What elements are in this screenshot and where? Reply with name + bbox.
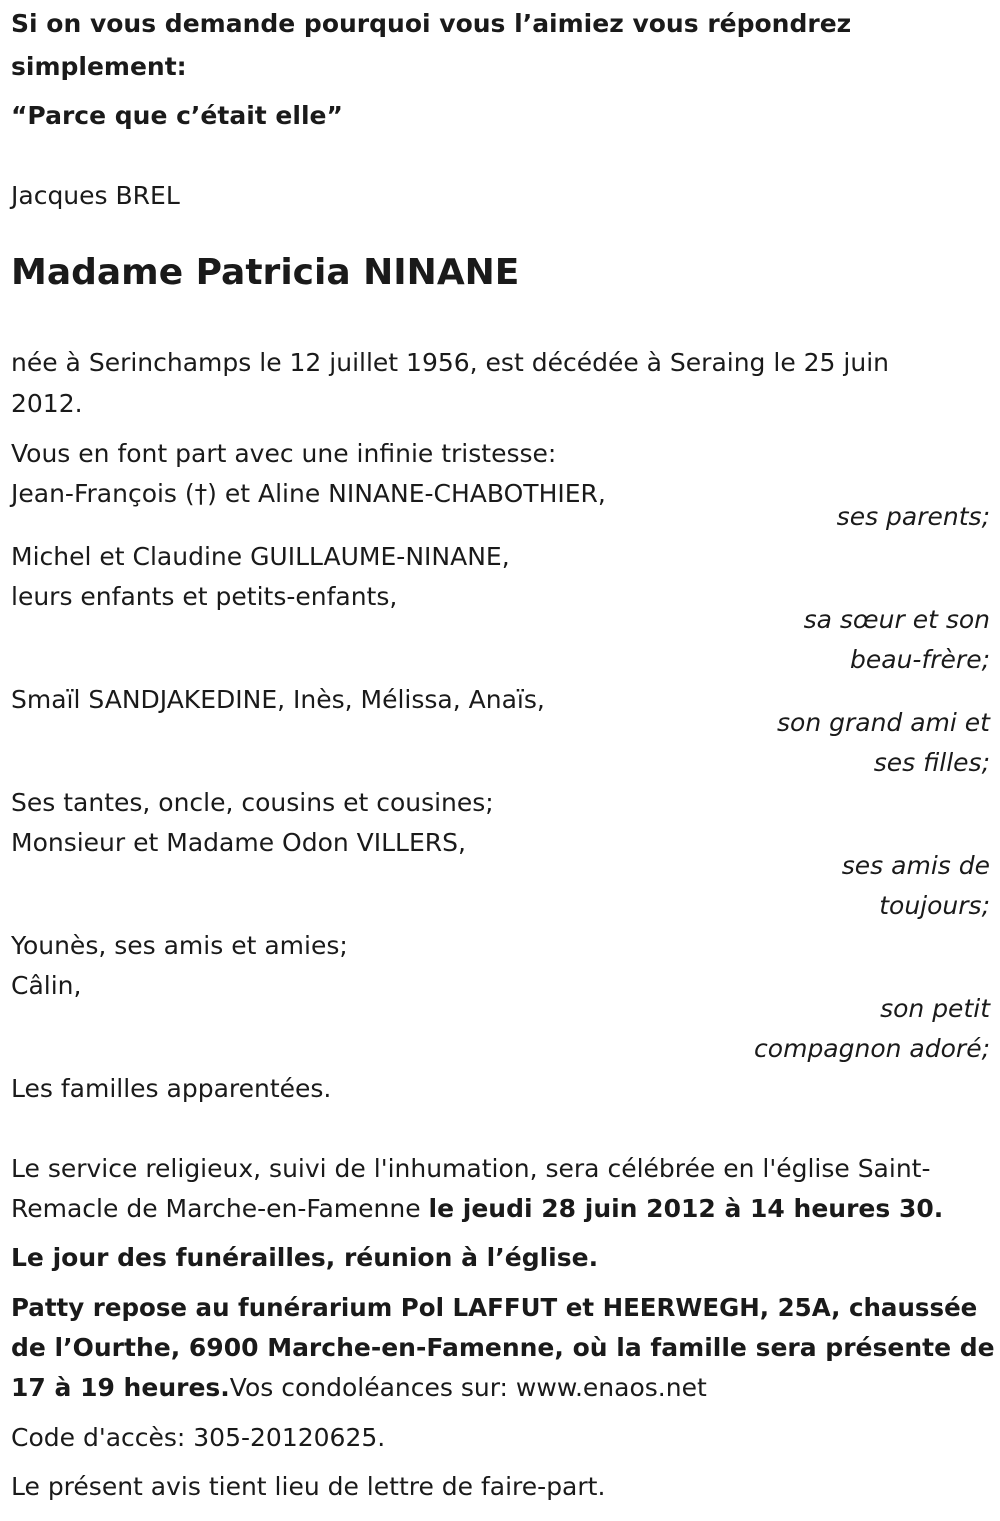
birth-line-1: née à Serinchamps le 12 juillet 1956, est décédée à Seraing le 25 juin [11, 348, 889, 377]
birth-line-2: 2012. [11, 389, 83, 418]
sister-role-1: sa sœur et son [803, 605, 990, 634]
calin-role-2: compagnon adoré; [754, 1034, 990, 1063]
aunts-line: Ses tantes, oncle, cousins et cousines; [11, 788, 494, 817]
sister-names-2: leurs enfants et petits-enfants, [11, 582, 398, 611]
friend-role-2: ses filles; [873, 748, 990, 777]
access-code: Code d'accès: 305-20120625. [11, 1423, 386, 1452]
sister-role-2: beau-frère; [850, 645, 990, 674]
condolences-text: Vos condoléances sur: www.enaos.net [229, 1373, 707, 1402]
visit-hours: 17 à 19 heures. [11, 1373, 230, 1402]
service-place: Remacle de Marche-en-Famenne [11, 1194, 429, 1223]
rest-line-1: Patty repose au funérarium Pol LAFFUT et HEERWEGH, 25A, chaussée [11, 1293, 978, 1322]
service-date: le jeudi 28 juin 2012 à 14 heures 30. [428, 1194, 944, 1223]
quote-line-2: simplement: [11, 52, 187, 81]
calin-line: Câlin, [11, 971, 82, 1000]
younes-line: Younès, ses amis et amies; [11, 931, 348, 960]
calin-role-1: son petit [880, 994, 990, 1023]
sister-names-1: Michel et Claudine GUILLAUME-NINANE, [11, 542, 510, 571]
villers-names: Monsieur et Madame Odon VILLERS, [11, 828, 466, 857]
families-line: Les familles apparentées. [11, 1074, 332, 1103]
service-line-1: Le service religieux, suivi de l'inhumation, sera célébrée en l'église Saint- [11, 1154, 931, 1183]
page-title: Madame Patricia NINANE [11, 252, 520, 293]
quote-author: Jacques BREL [11, 181, 180, 210]
parents-names: Jean-François (†) et Aline NINANE-CHABOTHIER, [11, 479, 606, 508]
rest-line-2: de l’Ourthe, 6900 Marche-en-Famenne, où la famille sera présente de [11, 1333, 995, 1362]
parents-role: ses parents; [836, 502, 990, 531]
friend-names: Smaïl SANDJAKEDINE, Inès, Mélissa, Anaïs, [11, 685, 545, 714]
meeting-line: Le jour des funérailles, réunion à l’église. [11, 1243, 599, 1272]
villers-role-1: ses amis de [841, 851, 990, 880]
announce-text: Vous en font part avec une infinie tristesse: [11, 439, 557, 468]
rest-line-3 [11, 1373, 707, 1402]
notice-line: Le présent avis tient lieu de lettre de faire-part. [11, 1472, 606, 1501]
quote-line-3: “Parce que c’était elle” [11, 101, 343, 130]
service-line-2 [11, 1194, 943, 1223]
friend-role-1: son grand ami et [777, 708, 990, 737]
villers-role-2: toujours; [879, 891, 990, 920]
quote-line-1: Si on vous demande pourquoi vous l’aimiez vous répondrez [11, 9, 852, 38]
